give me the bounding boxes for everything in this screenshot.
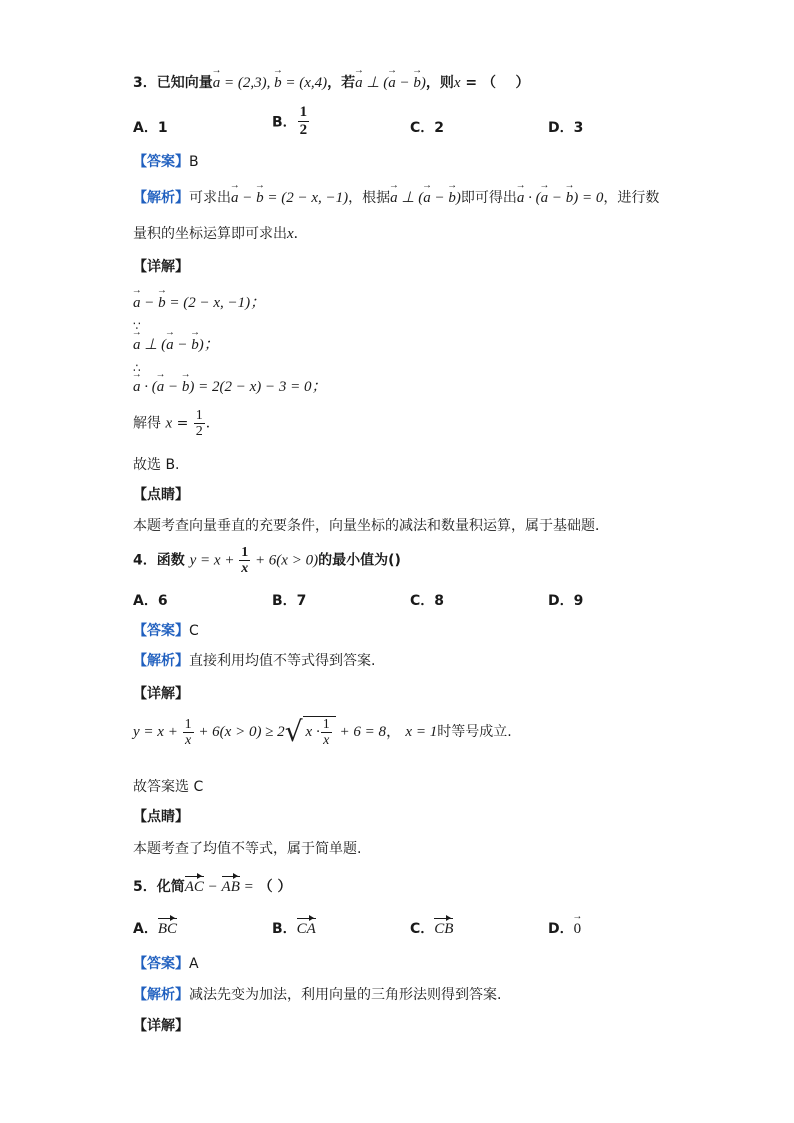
q5-analysis: 【解析】减法先变为加法，利用向量的三角形法则得到答案. xyxy=(133,987,502,1003)
q5-option-a: A．BC xyxy=(133,921,178,937)
q3-conclusion: 故选 B. xyxy=(133,457,180,473)
q5-option-c: C．CB xyxy=(410,921,454,937)
q4-comment-tag: 【点睛】 xyxy=(133,809,189,825)
q3-ask: ，则 xyxy=(425,75,454,91)
q3-answer: 【答案】B xyxy=(133,154,199,170)
q3-analysis-math1: → a − → b = (2 − x, −1) xyxy=(231,190,348,206)
q4-analysis: 【解析】直接利用均值不等式得到答案. xyxy=(133,653,376,669)
q3-vectors: → a = (2,3), → b = (x,4) xyxy=(213,75,327,91)
q5-option-b: B．CA xyxy=(272,921,316,937)
q3-stem: 3．已知向量→ a = (2,3), → b = (x,4)，若→ a ⊥ (→ a − → b)，则x = （ ） xyxy=(133,72,530,92)
q4-stem: 4．函数 y = x + $\frac{1}{x}$ + 6(x > 0)的最小值为() xyxy=(133,545,401,576)
q4-answer: 【答案】C xyxy=(133,623,199,639)
q5-answer: 【答案】A xyxy=(133,956,199,972)
q3-option-d: D．3 xyxy=(548,120,584,136)
q3-analysis-line1: 【解析】可求出→ a − → b = (2 − x, −1)，根据→ a ⊥ (→ a − → b)即可得出→ a · (→ a − → b) = 0，进行数 xyxy=(133,187,659,207)
q4-option-c: C．8 xyxy=(410,593,445,609)
q3-option-b: B． $\frac{1}{2}$ xyxy=(272,104,308,138)
q3-number: 3． xyxy=(133,75,157,91)
q4-option-d: D．9 xyxy=(548,593,584,609)
q4-detail-tag: 【详解】 xyxy=(133,686,189,702)
q3-step1: → a − → b = (2 − x, −1)； xyxy=(133,291,265,312)
q5-stem: 5．化简AC − AB = （ ） xyxy=(133,879,292,895)
q3-option-a: A．1 xyxy=(133,120,168,136)
q3-cond-lead: ，若 xyxy=(327,75,356,91)
q3-analysis-line2: 量积的坐标运算即可求出x． xyxy=(133,226,308,242)
q3-option-c: C．2 xyxy=(410,120,445,136)
q3-comment: 本题考查向量垂直的充要条件，向量坐标的减法和数量积运算，属于基础题． xyxy=(133,518,609,534)
q5-option-d: D．→ 0 xyxy=(548,918,581,938)
q3-analysis-math2: → a ⊥ (→ a − → b) xyxy=(390,190,461,206)
q3-condition: → a ⊥ (→ a − → b) xyxy=(355,75,426,91)
q3-because: ∵ xyxy=(133,319,141,333)
q3-x: x xyxy=(453,75,461,91)
q4-comment: 本题考查了均值不等式，属于简单题. xyxy=(133,841,362,857)
q3-step3: → a · (→ a − → b) = 2(2 − x) − 3 = 0； xyxy=(133,375,327,396)
q3-step2: → a ⊥ (→ a − → b)； xyxy=(133,333,219,354)
q3-therefore: ∴ xyxy=(133,361,141,375)
q3-detail-tag: 【详解】 xyxy=(133,259,189,275)
q3-analysis-math3: → a · (→ a − → b) = 0 xyxy=(517,190,604,206)
q3-lead: 已知向量 xyxy=(156,75,213,91)
q3-comment-tag: 【点睛】 xyxy=(133,487,189,503)
q3-solve: 解得 x = $\frac{1}{2}$ ． xyxy=(133,408,220,439)
q4-detail: y = x + $\frac{1}{x}$ + 6(x > 0) ≥ 2 √ x · $\frac{1}{x}$ + 6 = 8， x = 1时等号成立. xyxy=(133,715,512,748)
q4-conclusion: 故答案选 C xyxy=(133,779,204,795)
q4-option-b: B．7 xyxy=(272,593,307,609)
q4-option-a: A．6 xyxy=(133,593,168,609)
q5-detail-tag: 【详解】 xyxy=(133,1018,189,1034)
